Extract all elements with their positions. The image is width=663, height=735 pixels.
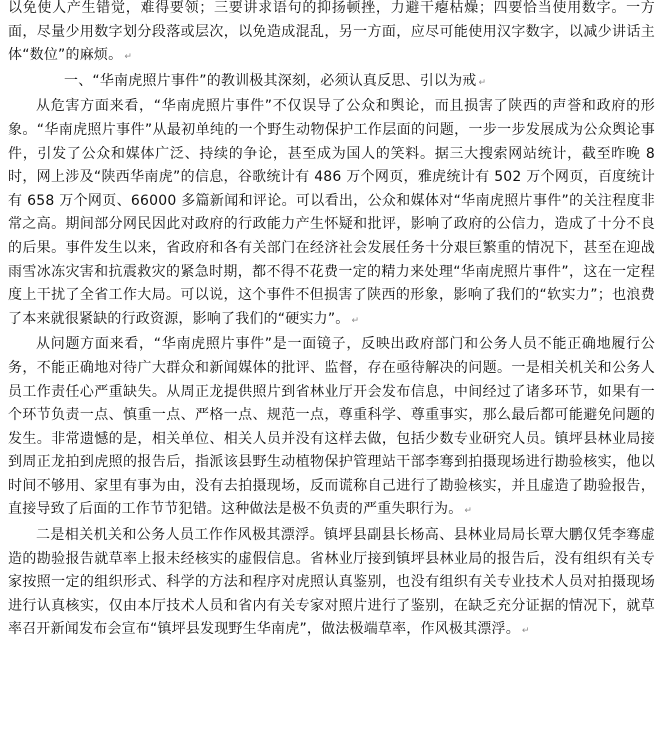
paragraph-mark-icon: ↵ [464,506,473,517]
heading-text: 一、“华南虎照片事件”的教训极其深刻，必须认真反思、引以为戒 [64,72,477,89]
paragraph-problems [0,333,663,524]
paragraph-text: 二是相关机关和公务人员工作作风极其漂浮。镇坪县副县长杨高、县林业局局长覃大鹏仅凭李骞虚造的勘验报告就草率上报未经核实的虚假信息。省林业厅接到镇坪县林业局的报告后，没有组织有关专家按照一定的组织形式、科学的方法和程序对虎照认真鉴别，也没有组织有关专业技术人员对拍摄现场进行认真核实，仅由本厅技术人员和省内有关专家对照片进行了鉴别，在缺乏充分证据的情况下，就草率召开新闻发布会宣布“镇坪县发现野生华南虎”，做法极端草率，作风极其漂浮。 [8,527,655,638]
paragraph-mark-icon: ↵ [351,315,360,326]
paragraph-work-style [0,524,663,644]
paragraph-text: 从问题方面来看，“华南虎照片事件”是一面镜子，反映出政府部门和公务人员不能正确地履行公务，不能正确地对待广大群众和新闻媒体的批评、监督，存在亟待解决的问题。一是相关机关和公务人员工作责任心严重缺失。从周正龙提供照片到省林业厅开会发布信息，中间经过了诸多环节，如果有一个环节负责一点、慎重一点、严格一点、规范一点，尊重科学、尊重事实，那么最后都可能避免问题的发生。非常遗憾的是，相关单位、相关人员并没有这样去做，包括少数专业研究人员。镇坪县林业局接到周正龙拍到虎照的报告后，指派该县野生动植物保护管理站干部李骞到拍摄现场进行勘验核实，他以时间不够用、家里有事为由，没有去拍摄现场，反而谎称自己进行了勘验核实，并且虚造了勘验报告，直接导致了后面的工作节节犯错。这种做法是极不负责的严重失职行为。 [8,336,655,518]
paragraph-harm [0,95,663,333]
paragraph-mark-icon: ↵ [124,52,133,63]
section-heading [0,70,663,96]
paragraph-mark-icon: ↵ [521,626,530,637]
paragraph-text: 从危害方面来看，“华南虎照片事件”不仅误导了公众和舆论，而且损害了陕西的声誉和政府的形象。“华南虎照片事件”从最初单纯的一个野生动物保护工作层面的问题，一步一步发展成为公众舆论事件，引发了公众和媒体广泛、持续的争论，甚至成为国人的笑料。据三大搜索网站统计，截至昨晚 8 时，网上涉及“陕西华南虎”的信息，谷歌统计有 486 万个网页，雅虎统计有 502 万个网页，百度统计有 658 万个网页、66000 多篇新闻和评论。可以看出，公众和媒体对“华南虎照片事件”的关注程度非常之高。期间部分网民因此对政府的行政能力产生怀疑和批评，影响了政府的公信力，造成了十分不良的后果。事件发生以来，省政府和各有关部门在经济社会发展任务十分艰巨繁重的情况下，甚至在迎战雨雪冰冻灾害和抗震救灾的紧急时期，都不得不花费一定的精力来处理“华南虎照片事件”，这在一定程度上干扰了全省工作大局。可以说，这个事件不但损害了陕西的形象，影响了我们的“软实力”；也浪费了本来就很紧缺的行政资源，影响了我们的“硬实力”。 [8,98,655,327]
paragraph-text: 以免使人产生错觉，难得要领；三要讲求语句的抑扬顿挫，力避干瘪枯燥；四要恰当使用数字。一方面，尽量少用数字划分段落或层次，以免造成混乱，另一方面，应尽可能使用汉字数字，以减少讲话主体“数位”的麻烦。 [8,0,655,64]
paragraph-intro [0,0,663,70]
paragraph-mark-icon: ↵ [478,77,487,88]
